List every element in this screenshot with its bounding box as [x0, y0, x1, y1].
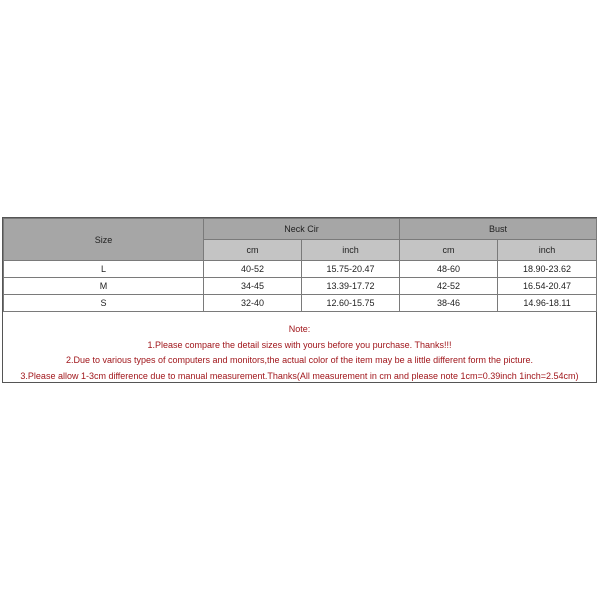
- table-header-row: [4, 219, 597, 240]
- table-row: [4, 295, 597, 312]
- bust-header: Bust: [400, 219, 597, 240]
- size-column-header: Size: [4, 219, 204, 261]
- table-cell: 34-45: [204, 278, 302, 295]
- table-cell: 12.60-15.75: [302, 295, 400, 312]
- table-row: [4, 278, 597, 295]
- notes-title: Note:: [288, 324, 311, 334]
- unit-header: cm: [204, 240, 302, 261]
- table-cell: 14.96-18.11: [498, 295, 597, 312]
- notes-section: [3, 312, 596, 384]
- table-cell: 40-52: [204, 261, 302, 278]
- neck-cir-header: Neck Cir: [204, 219, 400, 240]
- table-cell: 48-60: [400, 261, 498, 278]
- table-cell: 18.90-23.62: [498, 261, 597, 278]
- size-cell: S: [4, 295, 204, 312]
- table-cell: 13.39-17.72: [302, 278, 400, 295]
- table-row: [4, 261, 597, 278]
- note-line: 3.Please allow 1-3cm difference due to manual measurement.Thanks(All measurement in cm and please note 1cm=0.39inch 1inch=2.54cm): [20, 370, 579, 381]
- size-cell: L: [4, 261, 204, 278]
- unit-header: cm: [400, 240, 498, 261]
- table-cell: 15.75-20.47: [302, 261, 400, 278]
- table-cell: 38-46: [400, 295, 498, 312]
- table-cell: 16.54-20.47: [498, 278, 597, 295]
- note-line: 2.Due to various types of computers and monitors,the actual color of the item may be a little different form the picture.: [65, 355, 534, 365]
- unit-header: inch: [498, 240, 597, 261]
- table-cell: 42-52: [400, 278, 498, 295]
- size-cell: M: [4, 278, 204, 295]
- size-table: [3, 218, 597, 312]
- unit-header: inch: [302, 240, 400, 261]
- size-chart: [2, 217, 597, 383]
- table-cell: 32-40: [204, 295, 302, 312]
- note-line: 1.Please compare the detail sizes with yours before you purchase. Thanks!!!: [147, 339, 452, 350]
